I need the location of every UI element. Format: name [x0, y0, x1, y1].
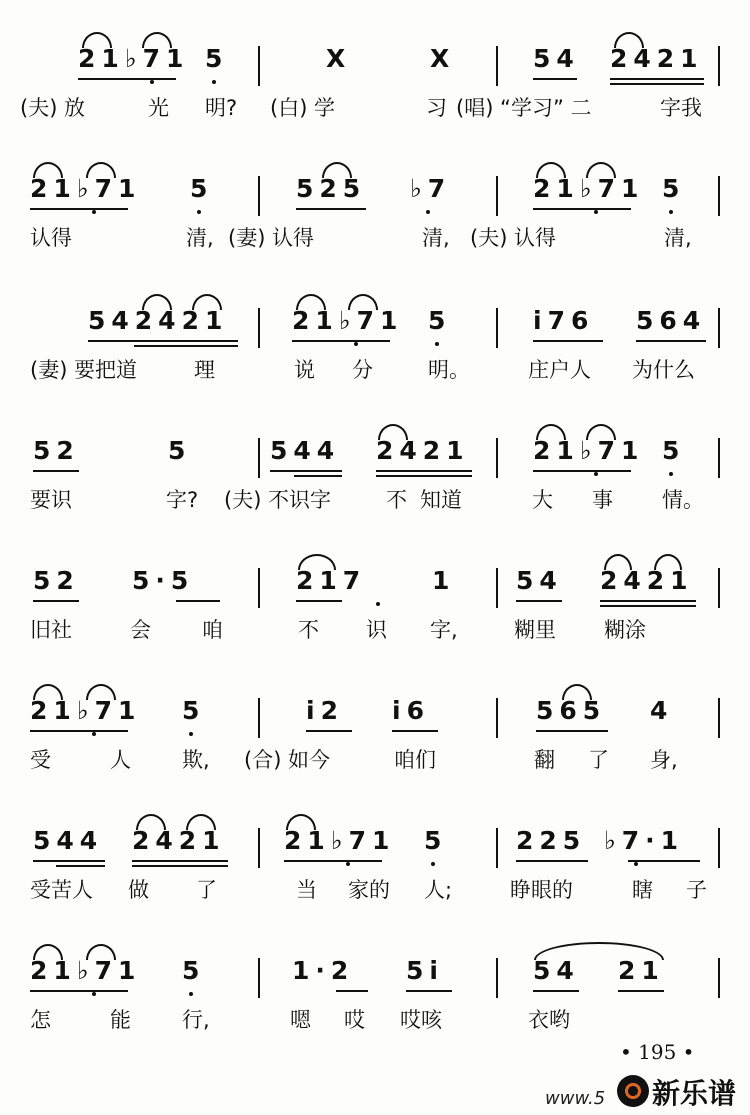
- lyric-syllable: (唱) “学习” 二: [456, 96, 592, 120]
- lyric-syllable: 糊里: [514, 618, 556, 642]
- notation-row: [0, 826, 750, 866]
- note-group: 21♭71: [30, 956, 142, 985]
- beam-line: [376, 470, 472, 472]
- lyric-syllable: 认得: [30, 226, 72, 250]
- lyric-syllable: 受苦人: [30, 878, 93, 902]
- lyric-syllable: 庄户人: [528, 358, 591, 382]
- beam-line: [376, 475, 472, 477]
- beam-line: [294, 475, 342, 477]
- note-group: 2421: [376, 436, 470, 465]
- beam-line: [88, 340, 238, 342]
- beam-line: [628, 860, 700, 862]
- lyric-syllable: 人;: [424, 878, 453, 902]
- beam-line: [134, 345, 238, 347]
- lyric-syllable: 清,: [422, 226, 450, 250]
- note-group: 525: [296, 174, 367, 203]
- beam-line: [33, 860, 105, 862]
- bar-line: [718, 46, 720, 86]
- lyric-syllable: 不: [386, 488, 407, 512]
- beam-line: [33, 600, 79, 602]
- site-logo-text: 新乐谱: [652, 1077, 737, 1110]
- note-group: 21♭71: [30, 696, 142, 725]
- lyric-syllable: 理: [194, 358, 215, 382]
- note-group: 5i: [406, 956, 444, 985]
- octave-dot: [669, 210, 673, 214]
- lyric-syllable: (夫) 认得: [470, 226, 557, 250]
- note-group: X: [430, 44, 456, 73]
- beam-line: [533, 470, 631, 472]
- note-group: 54: [533, 44, 580, 73]
- lyric-syllable: 知道: [420, 488, 462, 512]
- lyric-syllable: 家的: [348, 878, 390, 902]
- lyric-syllable: 事: [592, 488, 613, 512]
- score-system-5: [0, 522, 750, 652]
- note-group: 54: [533, 956, 580, 985]
- note-group: 5: [205, 44, 229, 73]
- note-group: 52: [33, 436, 80, 465]
- note-group: 5: [424, 826, 448, 855]
- bar-line: [258, 176, 260, 216]
- beam-line: [30, 990, 128, 992]
- note-group: 2421: [132, 826, 226, 855]
- lyric-syllable: 大: [532, 488, 553, 512]
- note-group: 2421: [610, 44, 704, 73]
- bar-line: [496, 698, 498, 738]
- note-group: 225: [516, 826, 587, 855]
- lyric-syllable: 会: [130, 618, 151, 642]
- beam-line: [78, 78, 176, 80]
- beam-line: [533, 990, 579, 992]
- bar-line: [496, 308, 498, 348]
- bar-line: [718, 958, 720, 998]
- bar-line: [496, 568, 498, 608]
- lyric-syllable: 怎: [30, 1008, 51, 1032]
- score-system-6: [0, 652, 750, 782]
- score-system-7: [0, 782, 750, 912]
- note-group: 5: [182, 696, 206, 725]
- lyric-syllable: 情。: [662, 488, 704, 512]
- lyric-syllable: (白) 学: [270, 96, 336, 120]
- beam-line: [306, 730, 352, 732]
- lyric-syllable: 分: [352, 358, 373, 382]
- lyric-syllable: 清,: [186, 226, 214, 250]
- note-group: X: [326, 44, 352, 73]
- note-group: ♭7·1: [604, 826, 685, 855]
- beam-line: [618, 990, 664, 992]
- note-group: 564: [636, 306, 707, 335]
- octave-dot: [354, 342, 358, 346]
- lyric-syllable: 要识: [30, 488, 72, 512]
- note-group: 542421: [88, 306, 229, 335]
- note-group: 5·5: [132, 566, 195, 595]
- lyrics-row: [0, 744, 750, 774]
- bar-line: [258, 308, 260, 348]
- beam-line: [610, 78, 704, 80]
- bar-line: [258, 438, 260, 478]
- lyrics-row: [0, 354, 750, 384]
- notation-row: [0, 566, 750, 606]
- lyric-syllable: 哎咳: [400, 1008, 442, 1032]
- lyric-syllable: 说: [294, 358, 315, 382]
- lyric-syllable: 子: [686, 878, 707, 902]
- lyric-syllable: (夫) 放: [20, 96, 86, 120]
- octave-dot: [669, 472, 673, 476]
- lyric-syllable: 了: [196, 878, 217, 902]
- lyric-syllable: 糊涂: [604, 618, 646, 642]
- bar-line: [496, 958, 498, 998]
- score-system-1: [0, 0, 750, 130]
- bar-line: [258, 698, 260, 738]
- score-system-8: [0, 912, 750, 1042]
- lyrics-row: [0, 484, 750, 514]
- octave-dot: [594, 210, 598, 214]
- vinyl-record-icon: [617, 1075, 649, 1107]
- octave-dot: [92, 210, 96, 214]
- note-group: 21: [618, 956, 665, 985]
- note-group: 1·2: [292, 956, 355, 985]
- lyric-syllable: 嗯: [290, 1008, 311, 1032]
- lyric-syllable: 字我: [660, 96, 702, 120]
- bar-line: [718, 698, 720, 738]
- beam-line: [132, 865, 228, 867]
- octave-dot: [426, 210, 430, 214]
- bar-line: [496, 438, 498, 478]
- notation-row: [0, 436, 750, 476]
- beam-line: [270, 470, 342, 472]
- note-group: 52: [33, 566, 80, 595]
- note-group: 4: [650, 696, 674, 725]
- notation-row: [0, 174, 750, 214]
- notation-row: [0, 696, 750, 736]
- lyric-syllable: (妻) 要把道: [30, 358, 138, 382]
- beam-line: [132, 860, 228, 862]
- note-group: 21♭71: [284, 826, 396, 855]
- bar-line: [258, 568, 260, 608]
- note-group: 21♭71: [533, 436, 645, 465]
- beam-line: [284, 860, 382, 862]
- octave-dot: [189, 732, 193, 736]
- lyric-syllable: 习: [426, 96, 447, 120]
- notation-row: [0, 306, 750, 346]
- note-group: 217: [296, 566, 367, 595]
- lyric-syllable: 咱: [202, 618, 223, 642]
- lyric-syllable: 睁眼的: [510, 878, 573, 902]
- note-group: 2421: [600, 566, 694, 595]
- lyric-syllable: 字?: [166, 488, 199, 512]
- beam-line: [600, 605, 696, 607]
- bar-line: [718, 308, 720, 348]
- note-group: i76: [533, 306, 595, 335]
- lyric-syllable: (夫) 不识字: [224, 488, 332, 512]
- beam-line: [533, 78, 577, 80]
- lyrics-row: [0, 92, 750, 122]
- beam-line: [30, 730, 128, 732]
- lyric-syllable: 字,: [430, 618, 458, 642]
- note-group: ♭7: [410, 174, 452, 203]
- beam-line: [516, 600, 562, 602]
- lyric-syllable: (合) 如今: [244, 748, 331, 772]
- note-group: 5: [190, 174, 214, 203]
- beam-line: [336, 990, 368, 992]
- octave-dot: [189, 992, 193, 996]
- beam-line: [610, 83, 704, 85]
- lyric-syllable: 欺,: [182, 748, 210, 772]
- note-group: 5: [168, 436, 192, 465]
- lyric-syllable: 翻: [534, 748, 555, 772]
- lyric-syllable: 不: [298, 618, 319, 642]
- octave-dot: [431, 862, 435, 866]
- note-group: i6: [392, 696, 430, 725]
- note-group: 21♭71: [30, 174, 142, 203]
- note-group: 5: [428, 306, 452, 335]
- beam-line: [56, 865, 105, 867]
- lyric-syllable: 了: [588, 748, 609, 772]
- lyric-syllable: 做: [128, 878, 149, 902]
- page-number: • 195 •: [620, 1040, 695, 1064]
- lyric-syllable: 光: [148, 96, 169, 120]
- beam-line: [533, 208, 631, 210]
- octave-dot: [594, 472, 598, 476]
- octave-dot: [92, 732, 96, 736]
- score-system-3: [0, 262, 750, 392]
- lyric-syllable: (妻) 认得: [228, 226, 315, 250]
- lyric-syllable: 衣哟: [528, 1008, 570, 1032]
- bar-line: [718, 828, 720, 868]
- note-group: 54: [516, 566, 563, 595]
- lyric-syllable: 当: [296, 878, 317, 902]
- lyric-syllable: 人: [110, 748, 131, 772]
- notation-row: [0, 956, 750, 996]
- note-group: 21♭71: [292, 306, 404, 335]
- note-group: 565: [536, 696, 607, 725]
- bar-line: [496, 46, 498, 86]
- lyric-syllable: 能: [110, 1008, 131, 1032]
- note-group: i2: [306, 696, 344, 725]
- octave-dot: [92, 992, 96, 996]
- beam-line: [536, 730, 608, 732]
- lyrics-row: [0, 614, 750, 644]
- lyric-syllable: 旧社: [30, 618, 72, 642]
- lyric-syllable: 清,: [664, 226, 692, 250]
- bar-line: [718, 568, 720, 608]
- beam-line: [30, 208, 128, 210]
- beam-line: [176, 600, 220, 602]
- notation-row: [0, 44, 750, 84]
- lyric-syllable: 哎: [344, 1008, 365, 1032]
- octave-dot: [150, 80, 154, 84]
- octave-dot: [376, 602, 380, 606]
- beam-line: [516, 860, 588, 862]
- score-system-2: [0, 130, 750, 260]
- beam-line: [406, 990, 452, 992]
- beam-line: [533, 340, 603, 342]
- note-group: 21♭71: [533, 174, 645, 203]
- beam-line: [636, 340, 706, 342]
- note-group: 1: [432, 566, 456, 595]
- beam-line: [392, 730, 438, 732]
- octave-dot: [435, 342, 439, 346]
- note-group: 544: [33, 826, 104, 855]
- beam-line: [600, 600, 696, 602]
- lyric-syllable: 为什么: [632, 358, 695, 382]
- bar-line: [496, 176, 498, 216]
- watermark-url: www.5: [545, 1088, 606, 1109]
- lyrics-row: [0, 1004, 750, 1034]
- beam-line: [292, 340, 390, 342]
- lyric-syllable: 明。: [428, 358, 470, 382]
- bar-line: [258, 828, 260, 868]
- bar-line: [718, 438, 720, 478]
- bar-line: [496, 828, 498, 868]
- beam-line: [33, 470, 79, 472]
- lyric-syllable: 行,: [182, 1008, 210, 1032]
- beam-line: [296, 600, 342, 602]
- lyric-syllable: 识: [366, 618, 387, 642]
- note-group: 544: [270, 436, 341, 465]
- lyrics-row: [0, 874, 750, 904]
- note-group: 5: [182, 956, 206, 985]
- lyric-syllable: 身,: [650, 748, 678, 772]
- score-system-4: [0, 392, 750, 522]
- lyric-syllable: 咱们: [394, 748, 436, 772]
- octave-dot: [346, 862, 350, 866]
- lyric-syllable: 受: [30, 748, 51, 772]
- note-group: 21♭71: [78, 44, 190, 73]
- octave-dot: [212, 80, 216, 84]
- lyric-syllable: 瞎: [632, 878, 653, 902]
- bar-line: [258, 46, 260, 86]
- octave-dot: [197, 210, 201, 214]
- bar-line: [718, 176, 720, 216]
- bar-line: [258, 958, 260, 998]
- lyrics-row: [0, 222, 750, 252]
- octave-dot: [634, 862, 638, 866]
- lyric-syllable: 明?: [205, 96, 238, 120]
- note-group: 5: [662, 174, 686, 203]
- note-group: 5: [662, 436, 686, 465]
- beam-line: [296, 208, 366, 210]
